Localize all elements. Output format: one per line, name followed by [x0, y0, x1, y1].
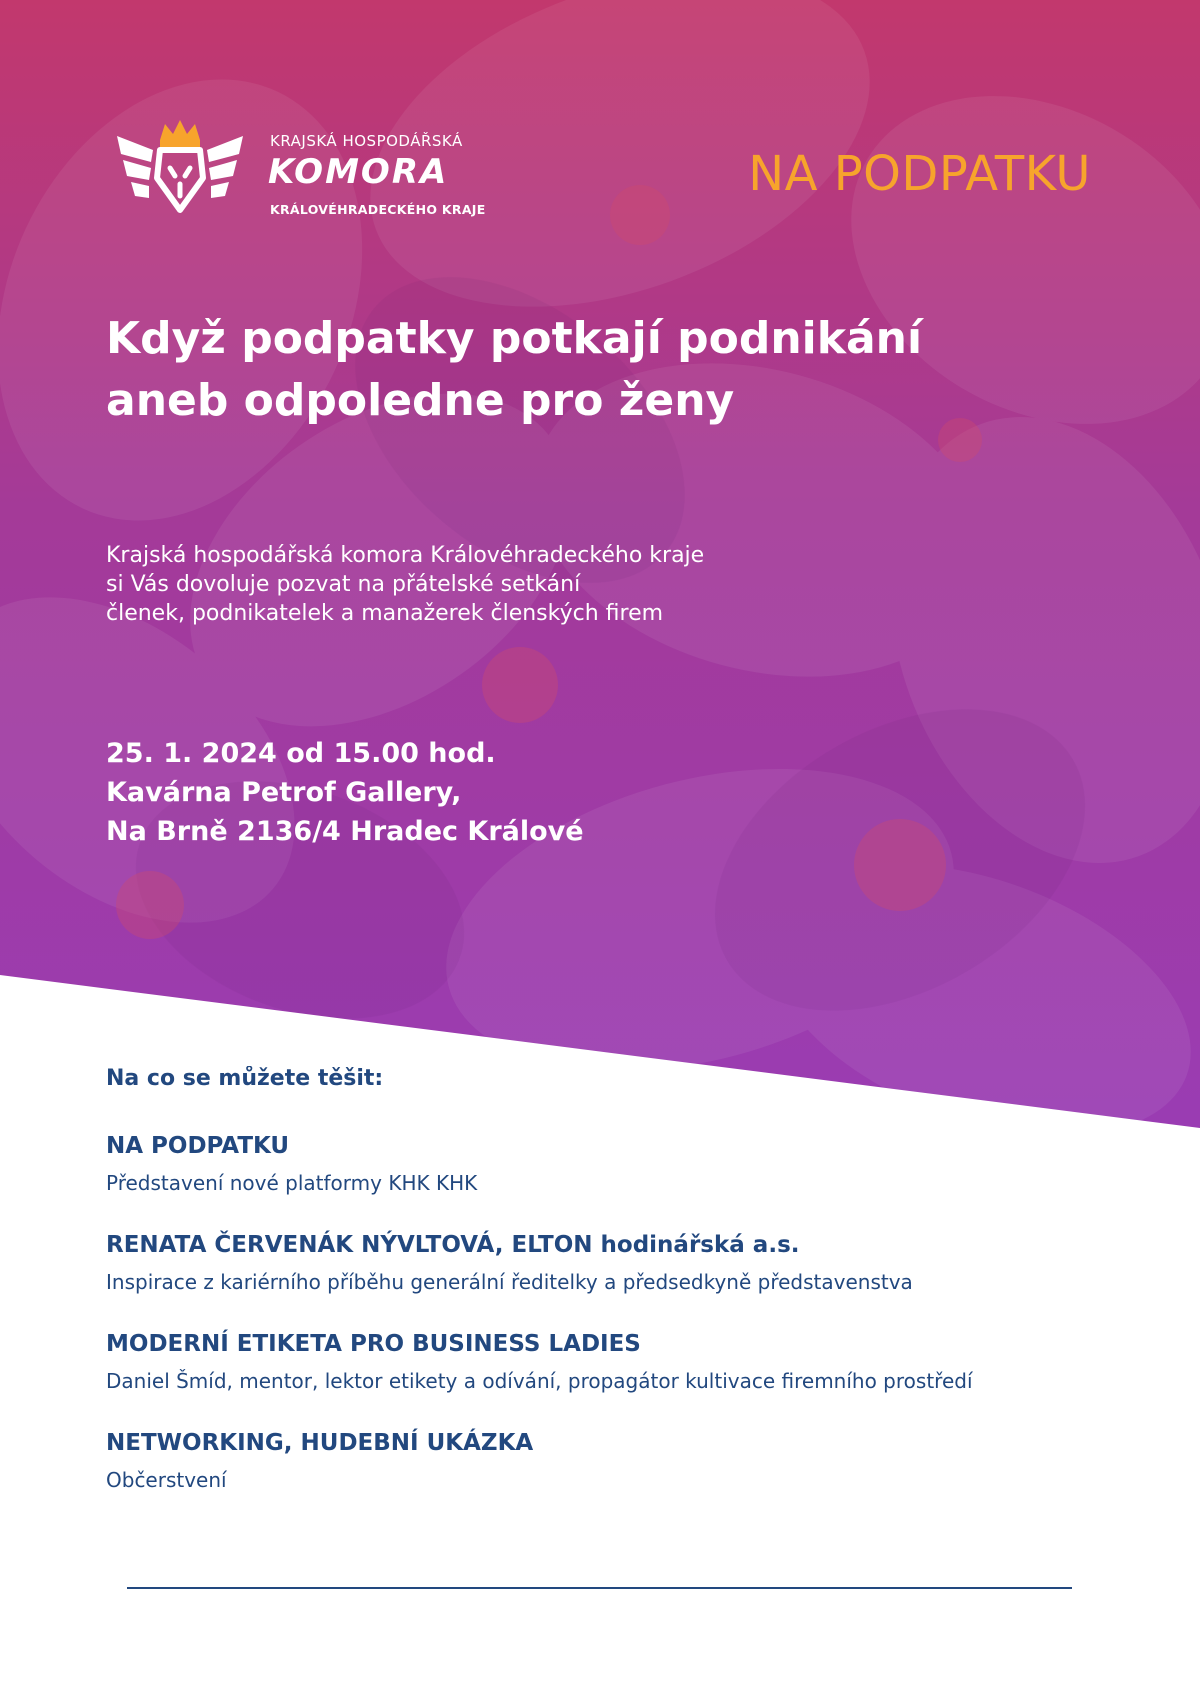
title-line-2: aneb odpoledne pro ženy [106, 375, 735, 426]
program-item [106, 1131, 1106, 1197]
page-title [106, 308, 1136, 432]
invitation-text [106, 541, 704, 628]
program-item-description: Občerstvení [106, 1468, 227, 1492]
program-item-title: NA PODPATKU [106, 1133, 290, 1159]
program-item [106, 1329, 1106, 1395]
program-item-description: Inspirace z kariérního příběhu generální ředitelky a předsedkyně představenstva [106, 1270, 913, 1294]
event-datetime: 25. 1. 2024 od 15.00 hod. [106, 738, 496, 769]
title-line-1: Když podpatky potkají podnikání [106, 313, 923, 364]
logo-line-1: KRAJSKÁ HOSPODÁŘSKÁ [270, 132, 463, 150]
logo-line-3: KRÁLOVÉHRADECKÉHO KRAJE [270, 202, 486, 217]
program-item-description: Představení nové platformy KHK KHK [106, 1171, 478, 1195]
crowned-lion-wings-icon [115, 118, 265, 228]
series-title: NA PODPATKU [748, 146, 1091, 202]
bottom-divider [127, 1587, 1072, 1589]
program-heading: Na co se můžete těšit: [106, 1066, 384, 1091]
intro-line-3: členek, podnikatelek a manažerek členských firem [106, 601, 664, 626]
program-item-title: NETWORKING, HUDEBNÍ UKÁZKA [106, 1430, 534, 1456]
intro-line-1: Krajská hospodářská komora Královéhradeckého kraje [106, 543, 705, 568]
program-item-description: Daniel Šmíd, mentor, lektor etikety a odívání, propagátor kultivace firemního prostředí [106, 1369, 973, 1393]
khk-logo [115, 118, 495, 228]
program-item [106, 1428, 1106, 1494]
intro-line-2: si Vás dovoluje pozvat na přátelské setkání [106, 572, 581, 597]
event-venue: Kavárna Petrof Gallery, [106, 777, 462, 808]
program-item-title: MODERNÍ ETIKETA PRO BUSINESS LADIES [106, 1331, 641, 1357]
program-item [106, 1230, 1106, 1296]
event-address: Na Brně 2136/4 Hradec Králové [106, 816, 584, 847]
program-item-title: RENATA ČERVENÁK NÝVLTOVÁ, ELTON hodinářská a.s. [106, 1232, 800, 1258]
program-section [106, 1066, 1106, 1527]
logo-line-2: KOMORA [268, 152, 449, 192]
event-details [106, 734, 584, 851]
